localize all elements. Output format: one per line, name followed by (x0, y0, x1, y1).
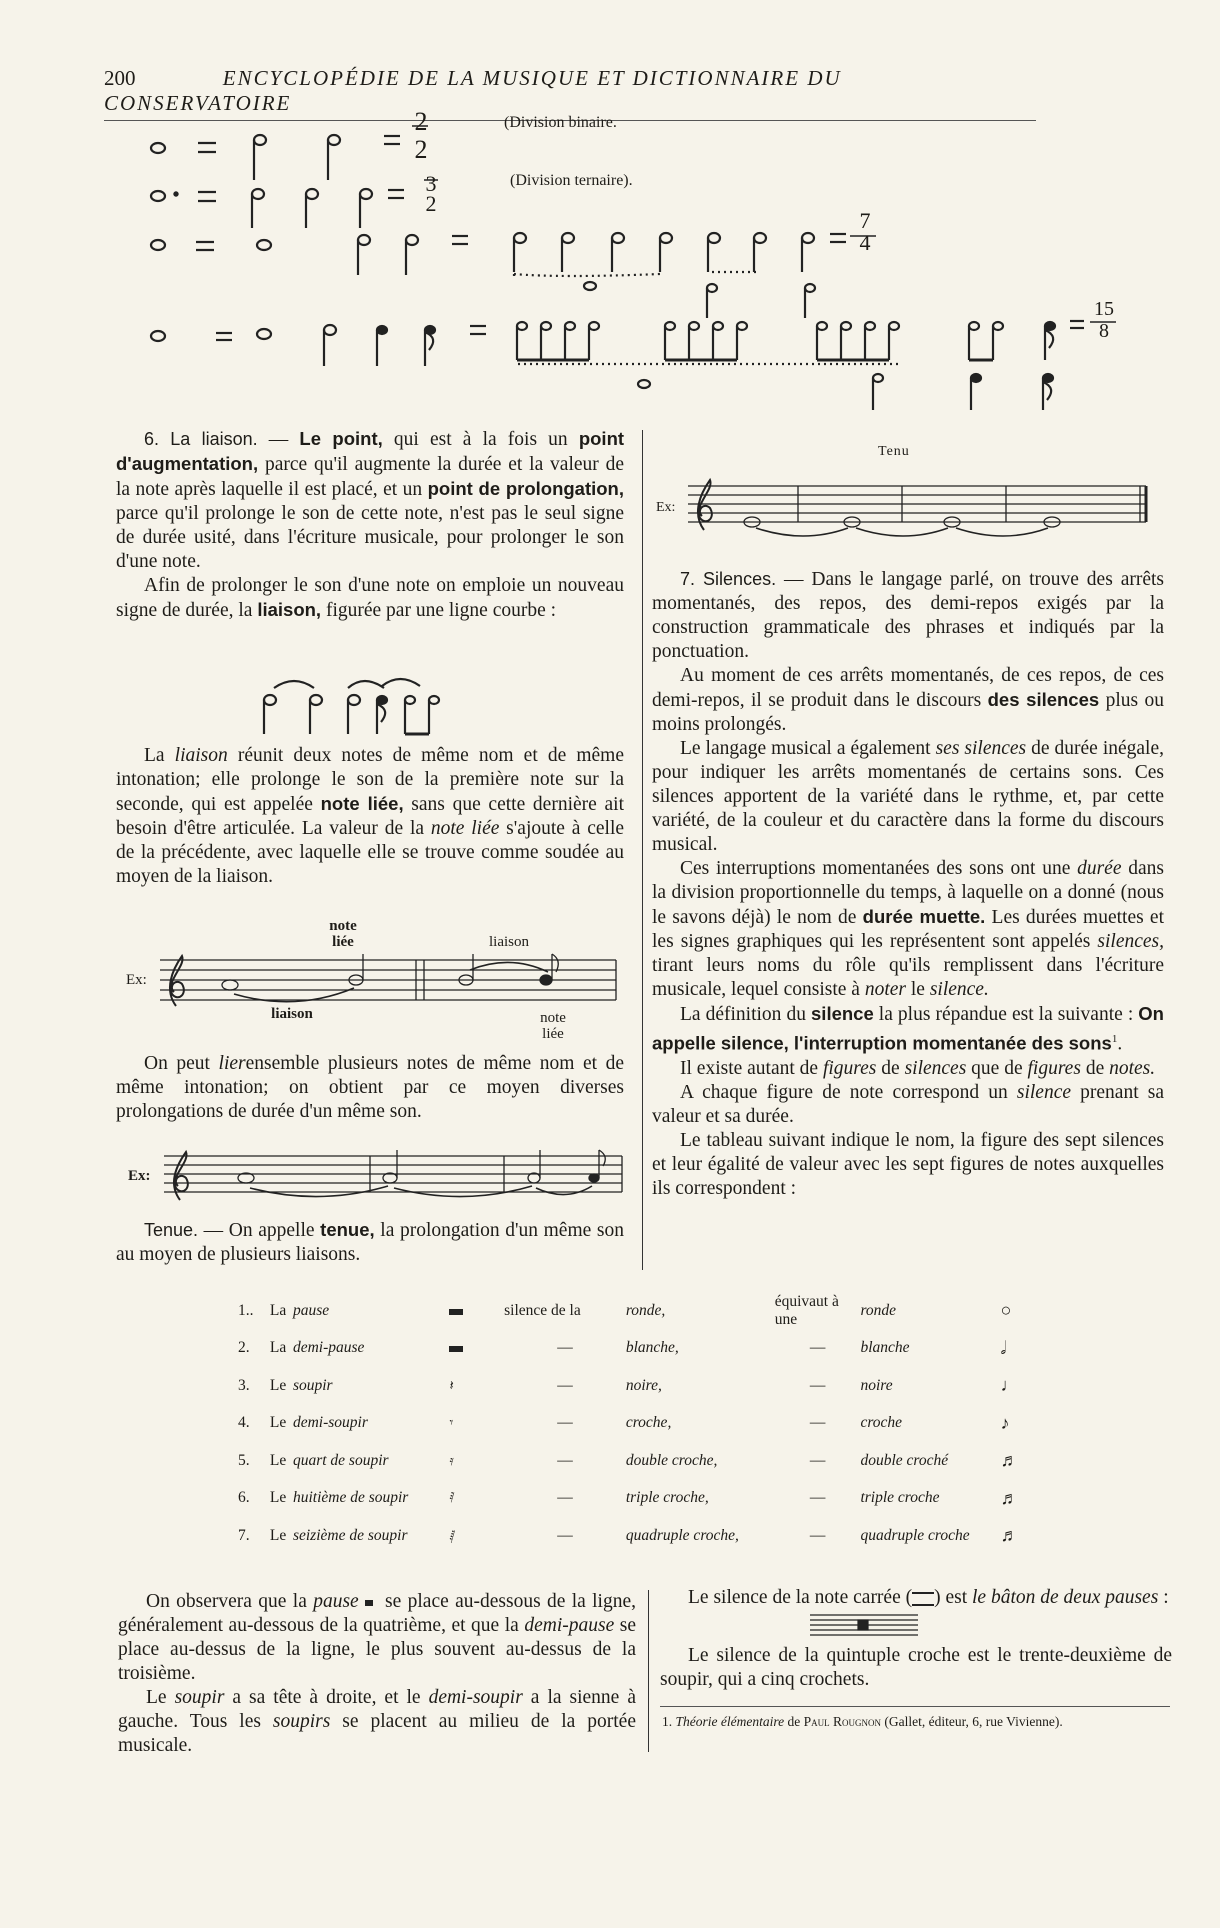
text: Afin de prolonger le son d'une note on emploie un nouveau signe de durée, la (116, 575, 624, 621)
fraction-denominator: 8 (1099, 320, 1109, 342)
text: On observera que la (146, 1591, 314, 1612)
equiv-prefix: — (809, 1451, 826, 1469)
row-number: 2. (238, 1339, 250, 1357)
running-title: ENCYCLOPÉDIE DE LA MUSIQUE ET DICTIONNAIRE DU CONSERVATOIRE (104, 66, 842, 115)
text: sans que cette dernière ait besoin d'être articulée. La valeur de la (116, 794, 624, 839)
rest-table-row (238, 1405, 1038, 1443)
text: La (144, 745, 175, 766)
footnote-author: Paul Rougnon (803, 1714, 881, 1729)
footnote (662, 1712, 1172, 1732)
rest-symbol-icon: 𝄿 (449, 1453, 454, 1469)
fraction-2-2 (410, 108, 432, 164)
silences-paragraph-5 (652, 1002, 1164, 1057)
silence-of-note: double croche, (625, 1451, 718, 1469)
italic-text: soupir (174, 1687, 225, 1708)
fraction-denominator: 2 (425, 191, 437, 216)
rest-name: quart de soupir (292, 1451, 389, 1469)
row-number: 6. (238, 1489, 250, 1507)
note-symbol-icon: ♩ (1000, 1375, 1019, 1396)
note-symbol-icon: ○ (1000, 1300, 1012, 1321)
rest-name: demi-soupir (292, 1414, 368, 1432)
bold-text: Le point, (299, 428, 383, 449)
row-article: Le (269, 1451, 287, 1469)
rest-name: pause (292, 1301, 330, 1319)
section-6-title: 6. La liaison. (144, 429, 258, 449)
soupir-placement-paragraph (118, 1686, 636, 1758)
text: a sa tête à droite, et le (224, 1687, 429, 1708)
silence-of-note: triple croche, (625, 1489, 709, 1507)
italic-text: notes. (1109, 1057, 1156, 1079)
text: se place au-dessus de la ligne, le plus souvent au-dessus de la troisième. (118, 1615, 636, 1684)
italic-text: figures (822, 1057, 877, 1079)
fraction-numerator: 15 (1094, 298, 1114, 320)
row-number: 7. (238, 1526, 250, 1544)
text: . (1117, 1033, 1123, 1055)
note-symbol-icon: ♬ (1000, 1487, 1019, 1508)
equiv-prefix: — (809, 1339, 826, 1357)
left-column-text-2 (116, 744, 624, 889)
silences-paragraph-8: Le tableau suivant indique le nom, la figure des sept silences et leur égalité de valeur avec les sept figures de notes auxquelles ils correspondent : (652, 1129, 1164, 1199)
row-number: 4. (238, 1414, 250, 1432)
silence-of-note: noire, (625, 1376, 662, 1394)
equivalent-note: quadruple croche (860, 1526, 970, 1544)
footnote-number: 1. (662, 1714, 673, 1729)
note-symbol-icon: ♬ (1000, 1525, 1019, 1546)
fraction-numerator: 2 (414, 107, 428, 136)
liaison-definition-paragraph (116, 744, 624, 889)
equivalent-note: blanche (860, 1339, 910, 1357)
text: (Gallet, éditeur, 6, rue Vivienne). (880, 1714, 1063, 1729)
bottom-right-text-2 (660, 1644, 1172, 1692)
italic-text: soupirs (272, 1711, 331, 1732)
silence-of-note: croche, (625, 1414, 672, 1432)
equiv-prefix: — (809, 1489, 826, 1507)
pause-inline-icon (365, 1600, 373, 1606)
rest-symbol-icon: 𝅁 (449, 1528, 456, 1544)
italic-text: silence (1016, 1081, 1071, 1103)
fraction-denominator: 2 (414, 135, 428, 164)
bold-text: tenue, (320, 1219, 375, 1240)
row-number: 3. (238, 1376, 250, 1394)
bold-text: durée muette. (862, 906, 986, 927)
baton-de-deux-pauses-staff (810, 1612, 920, 1636)
text: se placent au milieu de la portée musicale. (118, 1711, 636, 1756)
tenue-title: Tenue. (144, 1220, 199, 1240)
italic-text: lier (218, 1053, 246, 1074)
eighth-notes-row4 (517, 322, 1055, 360)
italic-text: demi-soupir (428, 1687, 523, 1708)
silence-of-note: quadruple croche, (625, 1526, 739, 1544)
text: — On appelle (198, 1220, 321, 1241)
footnote-ref[interactable]: 1 (1111, 1033, 1118, 1045)
fraction-numerator: 3 (425, 171, 437, 196)
row-article: Le (269, 1526, 287, 1544)
row-number: 1.. (238, 1301, 254, 1319)
ex-prefix-3: Ex: (656, 500, 676, 515)
row-article: Le (269, 1489, 287, 1507)
rest-table-row (238, 1292, 1038, 1330)
column-divider (642, 430, 643, 1270)
note-symbol-icon: ♬ (1000, 1450, 1019, 1471)
liaison-intro-paragraph (116, 574, 624, 623)
tenu-example-staff (688, 474, 1150, 544)
bold-text: On appelle silence, l'interruption momentanée des sons (652, 1003, 1164, 1054)
bottom-left-text (118, 1590, 636, 1758)
text: plus ou moins prolongés. (652, 690, 1164, 735)
equiv-prefix: — (809, 1376, 826, 1394)
label-division-ternaire: (Division ternaire). (510, 172, 633, 189)
rest-table-row (238, 1517, 1038, 1555)
text: dans la division proportionnelle du temps, à laquelle on a donné (nous le savons déjà) le nom de (652, 858, 1164, 928)
quintuple-croche-paragraph: Le silence de la quintuple croche est le trente-deuxième de soupir, qui a cinq crochets. (660, 1645, 1172, 1690)
text: Il existe autant de (680, 1057, 823, 1079)
bold-text: silence (811, 1003, 874, 1024)
breve-rest-icon (912, 1592, 934, 1606)
text: le (905, 979, 930, 1000)
bottom-column-divider (648, 1590, 649, 1752)
silence-prefix: — (557, 1526, 573, 1544)
rest-name: soupir (292, 1376, 333, 1394)
equiv-prefix: — (809, 1414, 826, 1432)
pause-placement-paragraph (118, 1590, 636, 1686)
italic-text: noter (864, 979, 906, 1000)
right-column-text (652, 567, 1164, 1201)
text: Au moment de ces arrêts momentanés, de ces repos, de ces demi-repos, il se produit dans le discours (652, 665, 1164, 711)
bold-text: des silences (987, 689, 1100, 710)
italic-text: silences (904, 1057, 967, 1079)
italic-text: ses silences (935, 738, 1027, 759)
silence-prefix: silence de la (504, 1301, 581, 1319)
footnote-rule (660, 1706, 1170, 1707)
fraction-3-2 (420, 171, 442, 216)
section-7-title: 7. Silences. (680, 569, 777, 589)
text: : (1158, 1587, 1169, 1608)
bold-text: point d'augmentation, (116, 428, 625, 474)
text: de (784, 1714, 804, 1729)
silences-paragraph-7 (652, 1081, 1164, 1129)
text: prenant sa valeur et sa durée. (652, 1081, 1164, 1127)
rest-name: demi-pause (292, 1339, 365, 1357)
text: tirant leurs noms du rôle qu'ils remplissent dans l'écriture musicale, lequel consiste à (652, 955, 1164, 1000)
row-article: Le (269, 1414, 287, 1432)
italic-text: durée (1077, 858, 1122, 879)
silence-prefix: — (557, 1451, 573, 1469)
section-7-paragraph (652, 567, 1164, 664)
silences-paragraph-2 (652, 664, 1164, 737)
silence-prefix: — (557, 1414, 573, 1432)
rest-symbol-icon: 𝄽 (449, 1378, 454, 1394)
equiv-prefix: — (809, 1526, 826, 1544)
text: figurée par une ligne courbe : (321, 600, 557, 621)
rest-table-row (238, 1442, 1038, 1480)
dash: — (268, 429, 300, 450)
footnote-title: Théorie élémentaire (675, 1714, 785, 1729)
equivalent-note: double croché (860, 1451, 949, 1469)
row-article: La (269, 1339, 287, 1357)
italic-text: figures (1027, 1057, 1081, 1079)
ex-prefix-2: Ex: (128, 1168, 151, 1184)
text: — Dans le langage parlé, on trouve des arrêts momentanés, des repos, des demi-repos exigés par la construction grammaticale des phrases et indiqués par la ponctuation. (652, 569, 1164, 662)
text: se place au-dessous de la ligne, généralement au-dessous de la quatrième, et que la (118, 1591, 636, 1636)
silences-paragraph-6 (652, 1057, 1164, 1081)
italic-text: note liée (430, 818, 500, 839)
text: de (1080, 1057, 1110, 1079)
rest-symbol-icon (449, 1292, 504, 1330)
text: Le silence de la note carrée ( (688, 1587, 913, 1608)
bold-text: liaison, (257, 599, 322, 620)
tenue-paragraph (116, 1218, 624, 1267)
fraction-7-4 (852, 210, 878, 254)
silence-of-note: ronde, (625, 1301, 666, 1319)
text: a la sienne à gauche. Tous les (118, 1687, 636, 1732)
italic-text: liaison (174, 745, 228, 766)
text: de (876, 1057, 905, 1079)
fraction-denominator: 4 (859, 230, 871, 255)
ex-prefix-1: Ex: (126, 972, 147, 988)
label-division-binaire: (Division binaire. (504, 114, 617, 131)
note-division-figure (0, 0, 1220, 430)
text: On peut (144, 1053, 219, 1074)
text: la prolongation d'un même son au moyen de plusieurs liaisons. (116, 1220, 624, 1265)
silences-paragraph-4 (652, 857, 1164, 1002)
equivalent-note: triple croche (860, 1489, 940, 1507)
note-symbol-icon: ♪ (1000, 1412, 1010, 1433)
text: parce qu'il augmente la durée et la valeur de la note après laquelle il est placé, et un (116, 454, 624, 500)
text: Le langage musical a également (680, 738, 936, 759)
left-column-text-4 (116, 1218, 624, 1267)
text: parce qu'il prolonge le son de cette note, n'est pas le seul signe de durée usité, dans l'écriture musicale, pour prolonger le son d'une note. (116, 503, 624, 572)
silence-prefix: — (557, 1489, 573, 1507)
rest-table-row (238, 1367, 1038, 1405)
text: Ces interruptions momentanées des sons ont une (680, 858, 1078, 879)
left-column-text-3 (116, 1052, 624, 1124)
row-article: Le (269, 1376, 287, 1394)
equivalent-note: croche (860, 1414, 903, 1432)
label-liaison-top: liaison (489, 934, 529, 950)
label-note-liee-top: note liée (329, 918, 357, 950)
fraction-15-8 (1090, 298, 1118, 342)
text: ensemble plusieurs notes de même nom et de même intonation; on obtient par ce moyen diverses prolongations de durée d'un même son. (116, 1053, 624, 1122)
text: qui est à la fois un (382, 429, 579, 450)
bold-text: point de prolongation, (427, 478, 624, 499)
label-tenu: Tenu (878, 444, 910, 459)
equiv-prefix: équivaut à une (774, 1292, 839, 1328)
bold-text: note liée, (320, 793, 404, 814)
section-6-paragraph (116, 427, 624, 574)
rest-values-table (238, 1292, 1038, 1555)
equivalent-note: ronde (860, 1301, 897, 1319)
text: A chaque figure de note correspond un (680, 1081, 1017, 1103)
note-carree-paragraph (660, 1586, 1172, 1610)
text: La définition du (680, 1004, 812, 1025)
italic-text: le bâton de deux pauses (972, 1587, 1159, 1608)
text: ) est (934, 1587, 973, 1608)
whole-note-symbol (151, 143, 165, 153)
text: réunit deux notes de même nom et de même intonation; elle prolonge le son de la première note sur la seconde, qui est appelée (116, 745, 624, 815)
equivalent-note: noire (860, 1376, 893, 1394)
multiple-liaison-staff (164, 1148, 626, 1214)
text: la plus répandue est la suivante : (873, 1004, 1139, 1025)
silences-paragraph-3 (652, 737, 1164, 857)
text: s'ajoute à celle de la précédente, avec laquelle elle se trouve comme soudée au moyen de la liaison. (116, 818, 625, 887)
text: Les durées muettes et les signes graphiques qui les représentent sont appelés (652, 907, 1164, 952)
rest-symbol-icon (449, 1330, 504, 1368)
label-liaison-bottom: liaison (271, 1006, 313, 1022)
italic-text: silence. (929, 979, 989, 1000)
rest-symbol-icon: 𝄾 (449, 1416, 454, 1432)
label-note-liee-bottom: note liée (540, 1010, 566, 1042)
italic-text: silences, (1097, 931, 1164, 952)
rest-symbol-icon: 𝅀 (449, 1491, 455, 1507)
liaison-curve-figure (250, 672, 490, 742)
italic-text: demi-pause (524, 1615, 615, 1636)
silence-prefix: — (557, 1376, 573, 1394)
rest-name: seizième de soupir (292, 1526, 408, 1544)
left-column-text-1 (116, 427, 624, 623)
row-article: La (269, 1301, 287, 1319)
silence-of-note: blanche, (625, 1339, 679, 1357)
fraction-numerator: 7 (859, 208, 871, 233)
page-number: 200 (104, 66, 136, 90)
text: que de (966, 1057, 1028, 1079)
bottom-right-text (660, 1586, 1172, 1610)
text: Le (146, 1687, 175, 1708)
silence-prefix: — (557, 1339, 573, 1357)
note-symbol-icon: 𝅗𝅥 (1000, 1337, 1007, 1358)
italic-text: pause (313, 1591, 359, 1612)
rest-table-row (238, 1330, 1038, 1368)
rest-name: huitième de soupir (292, 1489, 409, 1507)
rest-table-row (238, 1480, 1038, 1518)
prolongation-paragraph (116, 1052, 624, 1124)
quarter-notes-row3 (514, 233, 814, 272)
row-number: 5. (238, 1451, 250, 1469)
text: de durée inégale, pour indiquer les arrêts momentanés de certains sons. Ces silences apportent de la variété dans le rythme, et, par cette variété, de la couleur et du caractère dans la forme du discours musical. (652, 738, 1164, 855)
